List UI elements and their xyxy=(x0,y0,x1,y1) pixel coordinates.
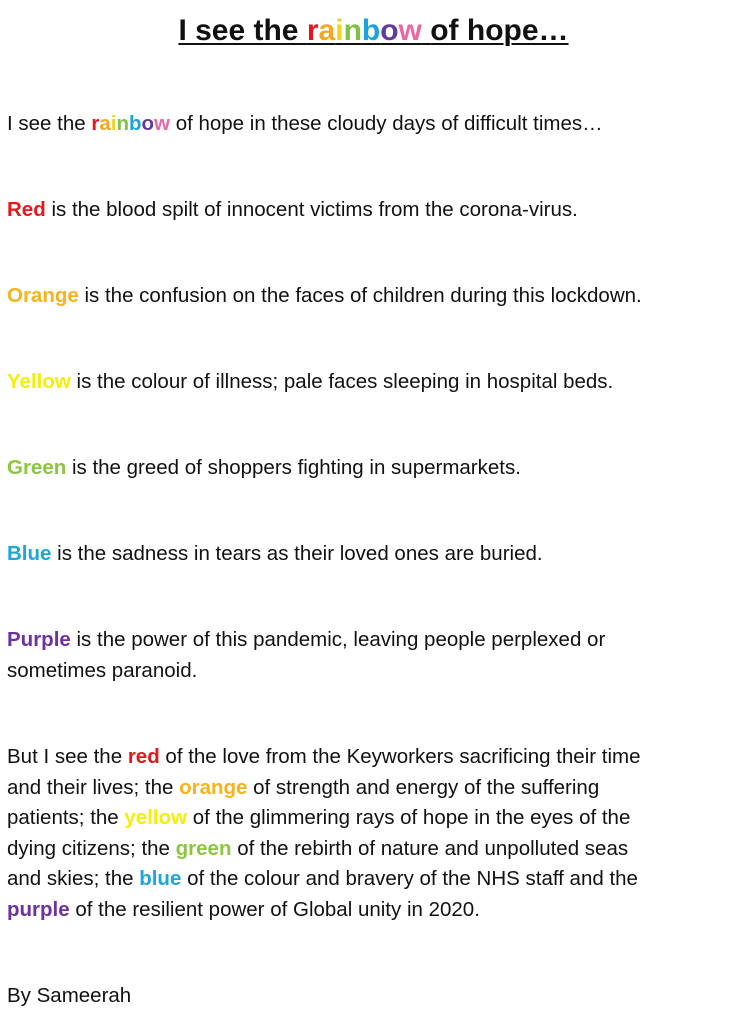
rainbow-letter: b xyxy=(361,14,381,47)
final-text: But I see the xyxy=(7,745,123,768)
stanza-text: is the greed of shoppers fighting in supermarkets. xyxy=(71,456,521,479)
intro-line xyxy=(7,109,603,140)
color-word-green: Green xyxy=(7,456,67,479)
intro-before: I see the xyxy=(7,112,86,135)
intro-rainbow-word xyxy=(91,112,170,135)
final-text: of the glimmering rays of hope in the eyes of the xyxy=(192,806,631,829)
stanza-text: is the power of this pandemic, leaving people perplexed or xyxy=(76,628,606,651)
author-line: By Sameerah xyxy=(7,984,132,1007)
final-text: of the resilient power of Global unity in 2020. xyxy=(75,897,480,921)
stanza-yellow xyxy=(7,367,613,398)
final-text: of strength and energy of the suffering xyxy=(253,775,600,799)
rainbow-letter: o xyxy=(141,112,155,135)
rainbow-letter: o xyxy=(380,14,399,47)
rainbow-letter: w xyxy=(398,14,422,47)
rainbow-letter: b xyxy=(128,112,142,135)
stanza-purple xyxy=(7,625,739,686)
poem-title xyxy=(0,11,747,51)
final-text: and their lives; the xyxy=(7,775,174,799)
color-word-yellow: yellow xyxy=(124,806,188,829)
rainbow-letter: w xyxy=(154,112,170,135)
rainbow-letter: n xyxy=(343,14,362,47)
stanza-text: is the confusion on the faces of children during this lockdown. xyxy=(84,284,642,307)
stanza-orange xyxy=(7,281,642,312)
color-word-orange: Orange xyxy=(7,284,79,307)
stanza-text: is the blood spilt of innocent victims from the corona-virus. xyxy=(51,198,578,221)
rainbow-letter: r xyxy=(91,112,100,135)
stanza-text-continued: sometimes paranoid. xyxy=(7,658,198,682)
color-word-green: green xyxy=(175,836,232,860)
rainbow-letter: i xyxy=(335,14,344,47)
final-stanza xyxy=(7,742,739,925)
title-before: I see the xyxy=(178,14,299,47)
final-text: of the rebirth of nature and unpolluted seas xyxy=(237,836,629,860)
rainbow-letter: a xyxy=(99,112,111,135)
stanza-green xyxy=(7,453,521,484)
color-word-red: red xyxy=(127,745,160,768)
final-text: of the colour and bravery of the NHS staff and the xyxy=(187,867,638,890)
rainbow-letter: n xyxy=(116,112,129,135)
color-word-purple: Purple xyxy=(7,628,71,651)
color-word-purple: purple xyxy=(7,897,70,921)
color-word-yellow: Yellow xyxy=(7,370,71,393)
intro-after: of hope in these cloudy days of difficult times… xyxy=(175,112,603,135)
rainbow-letter: r xyxy=(306,14,319,47)
stanza-text: is the colour of illness; pale faces sleeping in hospital beds. xyxy=(76,370,614,393)
rainbow-letter: a xyxy=(318,14,336,47)
title-after: of hope… xyxy=(430,14,569,47)
final-text: patients; the xyxy=(7,806,119,829)
color-word-orange: orange xyxy=(179,775,248,799)
final-text: dying citizens; the xyxy=(7,836,170,860)
rainbow-letter: i xyxy=(110,112,117,135)
stanza-blue xyxy=(7,539,543,570)
title-rainbow-word xyxy=(307,14,422,47)
final-text: and skies; the xyxy=(7,867,134,890)
final-text: of the love from the Keyworkers sacrificing their time xyxy=(165,745,641,768)
stanza-red xyxy=(7,195,578,226)
color-word-blue: Blue xyxy=(7,542,52,565)
stanza-text: is the sadness in tears as their loved ones are buried. xyxy=(57,542,543,565)
color-word-blue: blue xyxy=(139,867,182,890)
color-word-red: Red xyxy=(7,198,46,221)
